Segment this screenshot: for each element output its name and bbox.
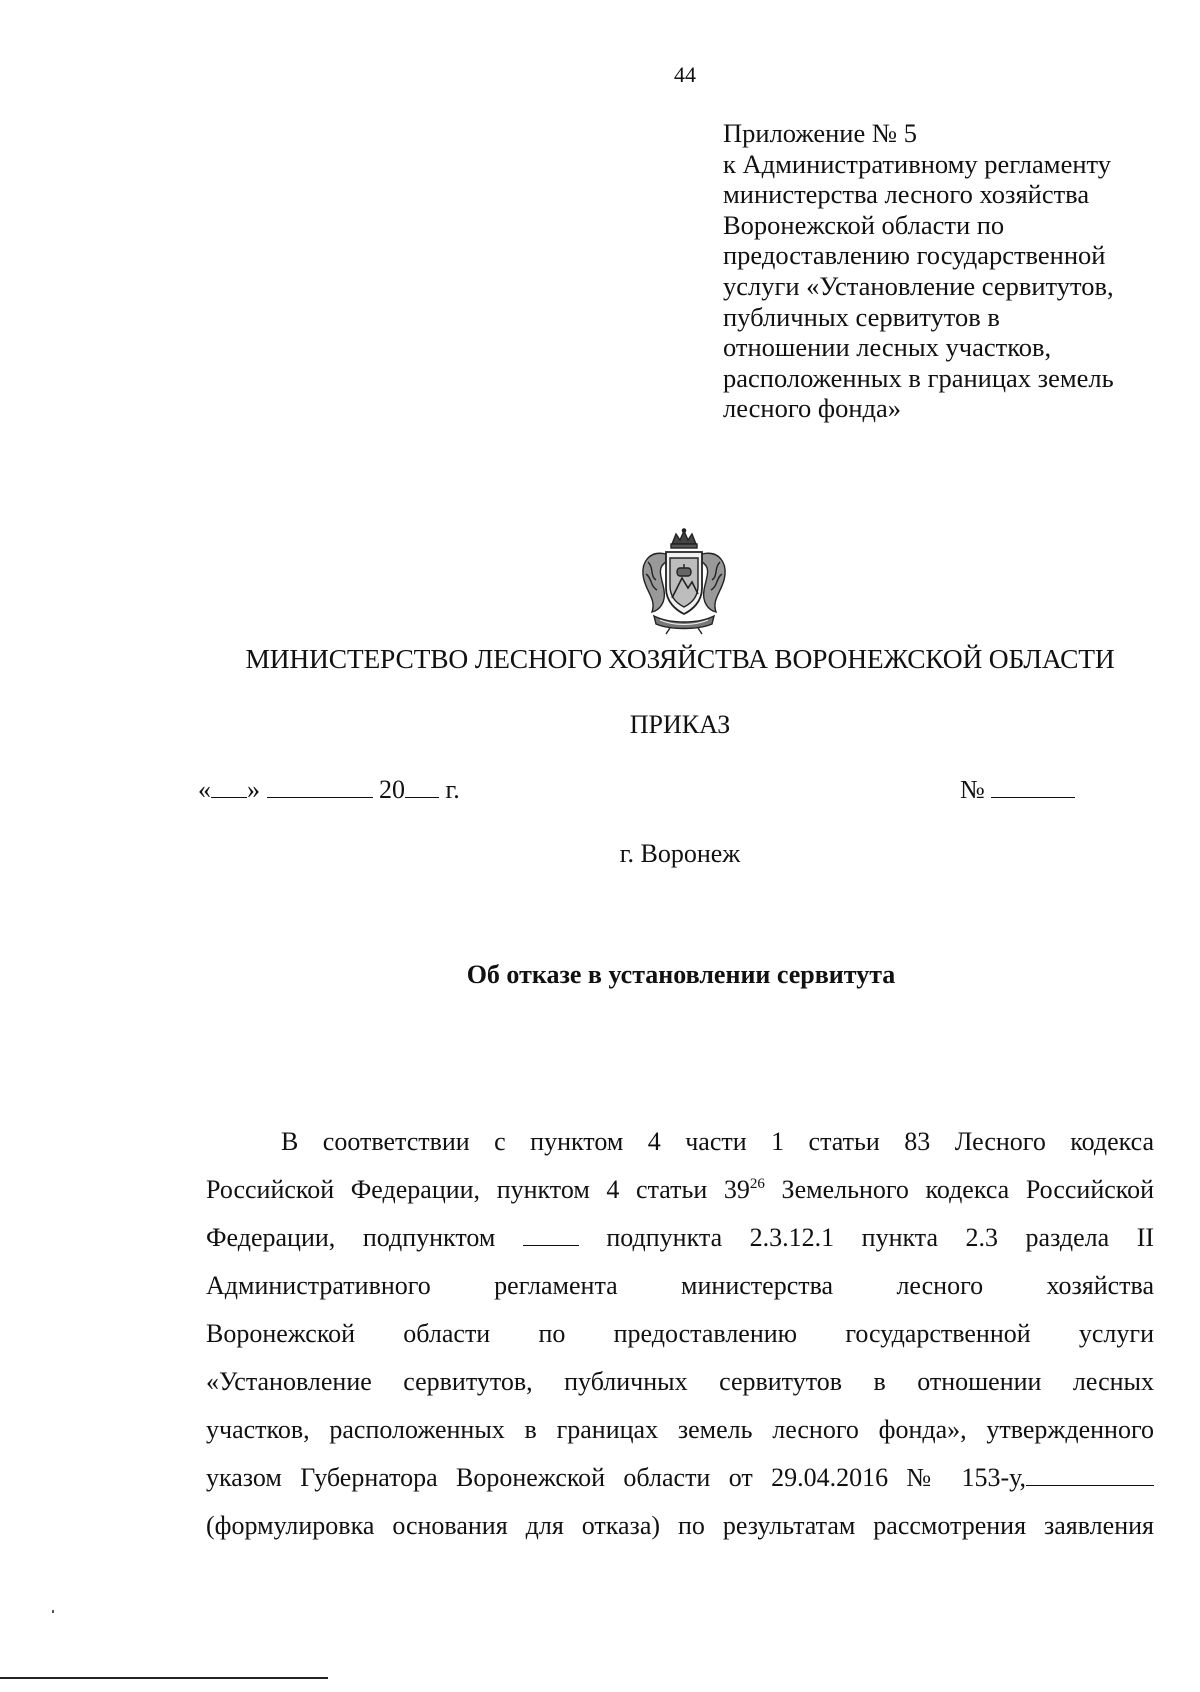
scan-mark [52, 1610, 54, 1613]
superscript: 26 [749, 1176, 765, 1192]
year-prefix: 20 [379, 775, 405, 804]
subpoint-blank [523, 1225, 579, 1246]
body-line: Административного регламента министерства лесного хозяйства [206, 1271, 1154, 1300]
body-line: (формулировка основания для отказа) по результатам рассмотрения заявления [206, 1511, 1154, 1540]
appendix-line: публичных сервитутов в [723, 301, 1000, 332]
city: г. Воронеж [619, 839, 741, 868]
number-label: № [960, 775, 985, 804]
order-number-blank [991, 777, 1075, 798]
body-line: участков, расположенных в границах земель лесного фонда», утвержденного [206, 1415, 1154, 1444]
document-title: Об отказе в установлении сервитута [466, 960, 896, 989]
appendix-line: расположенных в границах земель [723, 362, 1114, 393]
appendix-line: услуги «Установление сервитутов, [723, 270, 1114, 301]
body-text [206, 1118, 1154, 1550]
appendix-line: министерства лесного хозяйства [723, 179, 1090, 210]
appendix-line: Воронежской области по [723, 209, 1005, 240]
body-line: Российской Федерации, пунктом 4 статьи $39^{26}$ Земельного кодекса Российской [206, 1175, 1154, 1204]
body-line: «Установление сервитутов, публичных сервитутов в отношении лесных [206, 1367, 1154, 1396]
ministry-name: МИНИСТЕРСТВО ЛЕСНОГО ХОЗЯЙСТВА ВОРОНЕЖСКОЙ ОБЛАСТИ [245, 643, 1115, 674]
page-number: 44 [674, 62, 696, 87]
body-line: Воронежской области по предоставлению государственной услуги [206, 1319, 1154, 1348]
coat-of-arms-icon [630, 528, 738, 636]
appendix-line: к Административному регламенту [723, 148, 1111, 179]
date-line [198, 775, 460, 805]
body-line: В соответствии с пунктом 4 части 1 статьи 83 Лесного кодекса [281, 1127, 1154, 1156]
year-suffix: г. [445, 775, 460, 804]
footnote-rule [0, 1677, 328, 1679]
order-number-line [960, 775, 1075, 805]
appendix-line: отношении лесных участков, [723, 332, 1052, 363]
date-open-quote: « [198, 775, 211, 804]
body-line: Федерации, подпунктом подпункта 2.3.12.1 пункта 2.3 раздела II [206, 1223, 1155, 1252]
date-close-quote: » [247, 775, 260, 804]
body-line: указом Губернатора Воронежской области от 29.04.2016 № 153-у, [206, 1454, 1154, 1502]
document-type: ПРИКАЗ [629, 710, 731, 739]
appendix-line: предоставлению государственной [723, 240, 1106, 271]
year-blank [405, 777, 439, 798]
month-blank [267, 777, 373, 798]
reason-blank [1026, 1465, 1154, 1486]
appendix-line: лесного фонда» [723, 393, 902, 424]
appendix-header [723, 118, 1183, 424]
appendix-line: Приложение № 5 [723, 118, 918, 148]
day-blank [211, 777, 247, 798]
